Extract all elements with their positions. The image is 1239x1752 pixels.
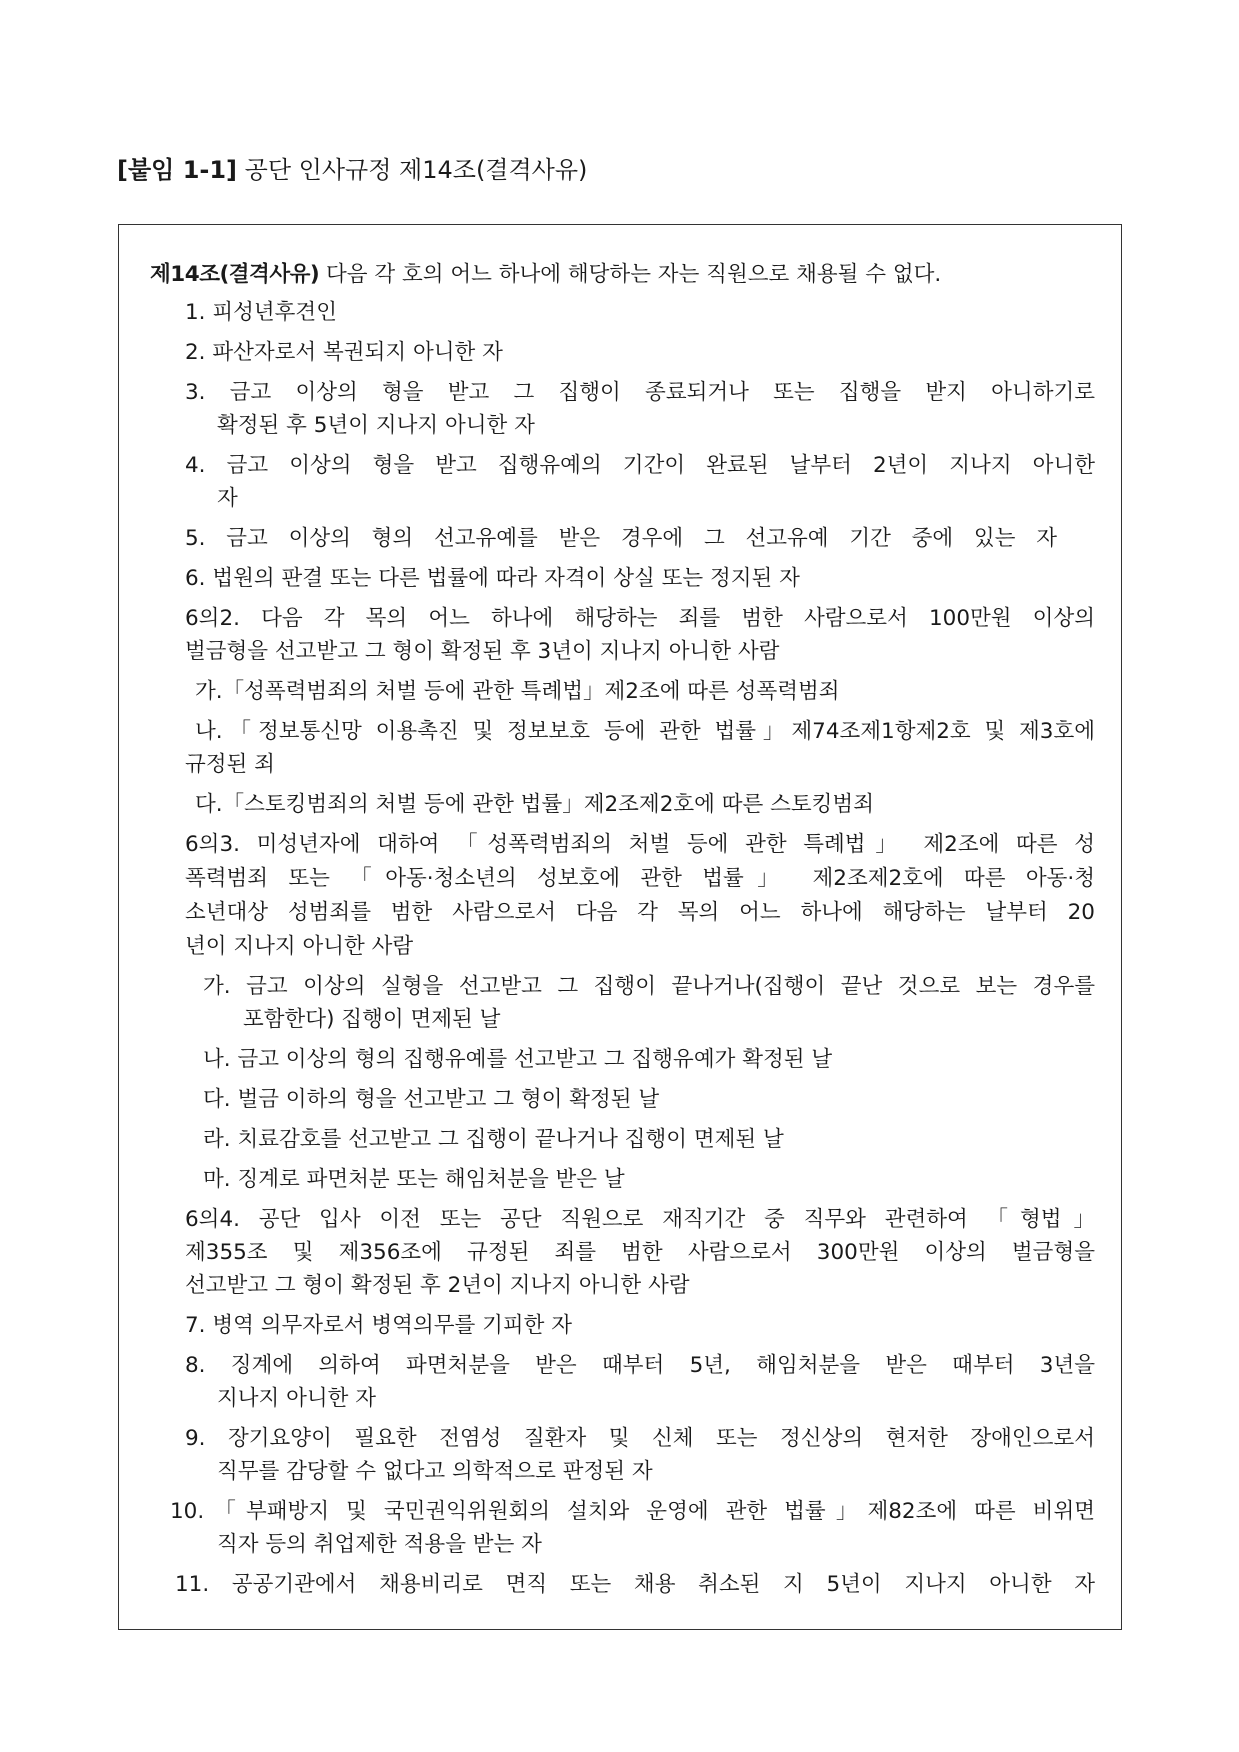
clause-line: 6의4. 공단 입사 이전 또는 공단 직원으로 재직기간 중 직무와 관련하여 「형법」 — [185, 1207, 1095, 1232]
clause-line: 6의2. 다음 각 목의 어느 하나에 해당하는 죄를 범한 사람으로서 100만원 이상의 — [185, 606, 1095, 631]
clause-line: 포함한다) 집행이 면제된 날 — [243, 1007, 501, 1032]
clause-line: 마. 징계로 파면처분 또는 해임처분을 받은 날 — [203, 1167, 625, 1192]
clause-line: 6. 법원의 판결 또는 다른 법률에 따라 자격이 상실 또는 정지된 자 — [185, 566, 800, 591]
clause-line: 4. 금고 이상의 형을 받고 집행유예의 기간이 완료된 날부터 2년이 지나지 아니한 — [185, 453, 1095, 478]
clause-line: 7. 병역 의무자로서 병역의무를 기피한 자 — [185, 1313, 572, 1338]
clause-line: 11. 공공기관에서 채용비리로 면직 또는 채용 취소된 지 5년이 지나지 아니한 자 — [175, 1572, 1095, 1597]
clause-line: 3. 금고 이상의 형을 받고 그 집행이 종료되거나 또는 집행을 받지 아니하기로 — [185, 380, 1095, 405]
article-heading-line — [150, 260, 941, 290]
clause-line: 벌금형을 선고받고 그 형이 확정된 후 3년이 지나지 아니한 사람 — [185, 639, 780, 664]
clause-line: 나.「정보통신망 이용촉진 및 정보보호 등에 관한 법률」제74조제1항제2호 및 제3호에 — [195, 719, 1095, 744]
clause-line: 9. 장기요양이 필요한 전염성 질환자 및 신체 또는 정신상의 현저한 장애인으로서 — [185, 1426, 1095, 1451]
clause-line: 직자 등의 취업제한 적용을 받는 자 — [217, 1532, 542, 1557]
clause-line: 라. 치료감호를 선고받고 그 집행이 끝나거나 집행이 면제된 날 — [203, 1127, 784, 1152]
clause-line: 규정된 죄 — [185, 752, 275, 777]
clause-line: 확정된 후 5년이 지나지 아니한 자 — [217, 413, 535, 438]
clause-line: 가.「성폭력범죄의 처벌 등에 관한 특례법」제2조에 따른 성폭력범죄 — [195, 679, 840, 704]
clause-line: 6의3. 미성년자에 대하여 「성폭력범죄의 처벌 등에 관한 특례법」 제2조에 따른 성 — [185, 832, 1095, 857]
attachment-title: 공단 인사규정 제14조(결격사유) — [244, 156, 588, 184]
clause-line: 제355조 및 제356조에 규정된 죄를 범한 사람으로서 300만원 이상의 벌금형을 — [185, 1240, 1095, 1265]
attachment-tag: [붙임 1-1] — [117, 156, 238, 184]
article-title: 제14조(결격사유) — [150, 262, 320, 287]
clause-line: 다. 벌금 이하의 형을 선고받고 그 형이 확정된 날 — [203, 1087, 660, 1112]
clause-line: 가. 금고 이상의 실형을 선고받고 그 집행이 끝나거나(집행이 끝난 것으로 보는 경우를 — [203, 974, 1095, 999]
clause-line: 1. 피성년후견인 — [185, 300, 337, 325]
clause-line: 폭력범죄 또는 「아동·청소년의 성보호에 관한 법률」 제2조제2호에 따른 아동·청 — [185, 866, 1095, 891]
clause-line: 나. 금고 이상의 형의 집행유예를 선고받고 그 집행유예가 확정된 날 — [203, 1047, 833, 1072]
clause-line: 소년대상 성범죄를 범한 사람으로서 다음 각 목의 어느 하나에 해당하는 날부터 20 — [185, 900, 1095, 925]
clause-line: 직무를 감당할 수 없다고 의학적으로 판정된 자 — [217, 1459, 653, 1484]
clause-line: 지나지 아니한 자 — [217, 1386, 377, 1411]
clause-line: 5. 금고 이상의 형의 선고유예를 받은 경우에 그 선고유예 기간 중에 있는 자 — [185, 526, 1057, 551]
page-heading — [117, 150, 587, 185]
clause-line: 10.「부패방지 및 국민권익위원회의 설치와 운영에 관한 법률」제82조에 따른 비위면 — [170, 1499, 1095, 1524]
clause-line: 년이 지나지 아니한 사람 — [185, 934, 414, 959]
article-intro: 다음 각 호의 어느 하나에 해당하는 자는 직원으로 채용될 수 없다. — [326, 262, 942, 287]
clause-line: 다.「스토킹범죄의 처벌 등에 관한 법률」제2조제2호에 따른 스토킹범죄 — [195, 792, 874, 817]
clause-line: 선고받고 그 형이 확정된 후 2년이 지나지 아니한 사람 — [185, 1273, 690, 1298]
clause-line: 2. 파산자로서 복권되지 아니한 자 — [185, 340, 503, 365]
clause-line: 자 — [217, 486, 238, 511]
clause-line: 8. 징계에 의하여 파면처분을 받은 때부터 5년, 해임처분을 받은 때부터 3년을 — [185, 1353, 1095, 1378]
